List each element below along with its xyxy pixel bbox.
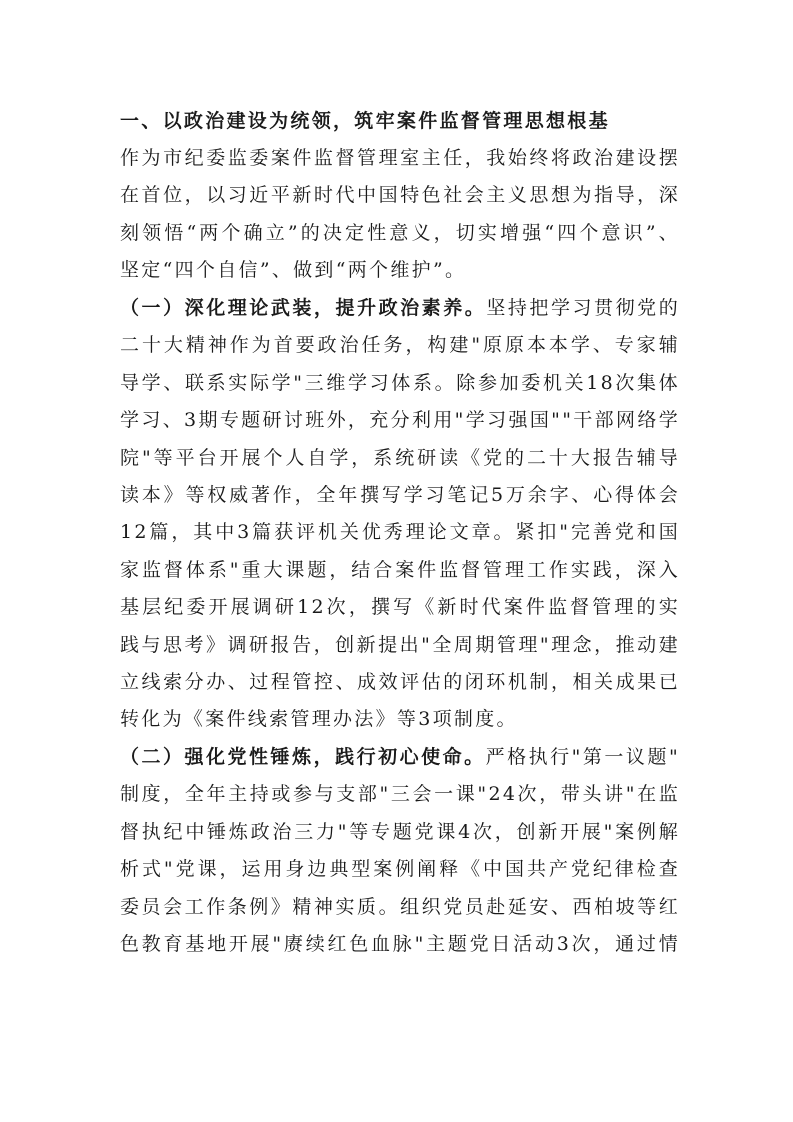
section-heading: 一、以政治建设为统领，筑牢案件监督管理思想根基 (120, 110, 610, 132)
intro-line: 作为市纪委监委案件监督管理室主任，我始终将政治建设摆 (120, 147, 680, 169)
section1-line: 读本》等权威著作，全年撰写学习笔记5万余字、心得体会 (120, 483, 680, 506)
intro-line: 刻领悟“两个确立”的决定性意义，切实增强“四个意识”、 (120, 221, 680, 244)
section1-line: 践与思考》调研报告，创新提出"全周期管理"理念，推动建 (120, 633, 680, 656)
intro-line: 在首位，以习近平新时代中国特色社会主义思想为指导，深 (120, 184, 680, 207)
section1-line: 二十大精神作为首要政治任务，构建"原原本本学、专家辅 (120, 334, 680, 357)
section2-first-line (120, 739, 680, 776)
section2-line: 色教育基地开展"赓续红色血脉"主题党日活动3次，通过情 (120, 932, 680, 955)
intro-line: 坚定“四个自信”、做到“两个维护”。 (120, 259, 467, 282)
section1-paragraph (120, 290, 680, 739)
section2-title: （二）强化党性锤炼，践行初心使命。 (120, 746, 486, 768)
section2-line: 制度，全年主持或参与支部"三会一课"24次，带头讲"在监 (120, 783, 680, 806)
section1-title: （一）深化理论武装，提升政治素养。 (120, 297, 487, 319)
section1-line: 学习、3期专题研讨班外，充分利用"学习强国""干部网络学 (120, 409, 680, 432)
section1-line: 立线索分办、过程管控、成效评估的闭环机制，相关成果已 (120, 670, 680, 693)
section1-line: 转化为《案件线索管理办法》等3项制度。 (120, 708, 518, 731)
intro-paragraph (120, 140, 680, 290)
section2-paragraph (120, 739, 680, 963)
section2-line: 委员会工作条例》精神实质。组织党员赴延安、西柏坡等红 (120, 895, 680, 918)
section1-line: 院"等平台开展个人自学，系统研读《党的二十大报告辅导 (120, 446, 680, 469)
heading-block (120, 103, 680, 140)
section1-line: 基层纪委开展调研12次，撰写《新时代案件监督管理的实 (120, 596, 680, 619)
section1-first-line (120, 290, 680, 327)
section1-line: 家监督体系"重大课题，结合案件监督管理工作实践，深入 (120, 558, 680, 581)
section1-first-line-rest: 坚持把学习贯彻党的 (486, 297, 680, 319)
section2-line: 析式"党课，运用身边典型案例阐释《中国共产党纪律检查 (120, 858, 680, 881)
section2-first-line-rest: 严格执行"第一议题" (485, 746, 680, 768)
section1-line: 导学、联系实际学"三维学习体系。除参加委机关18次集体 (120, 371, 680, 394)
section2-line: 督执纪中锤炼政治三力"等专题党课4次，创新开展"案例解 (120, 820, 680, 843)
section1-line: 12篇，其中3篇获评机关优秀理论文章。紧扣"完善党和国 (120, 521, 680, 544)
